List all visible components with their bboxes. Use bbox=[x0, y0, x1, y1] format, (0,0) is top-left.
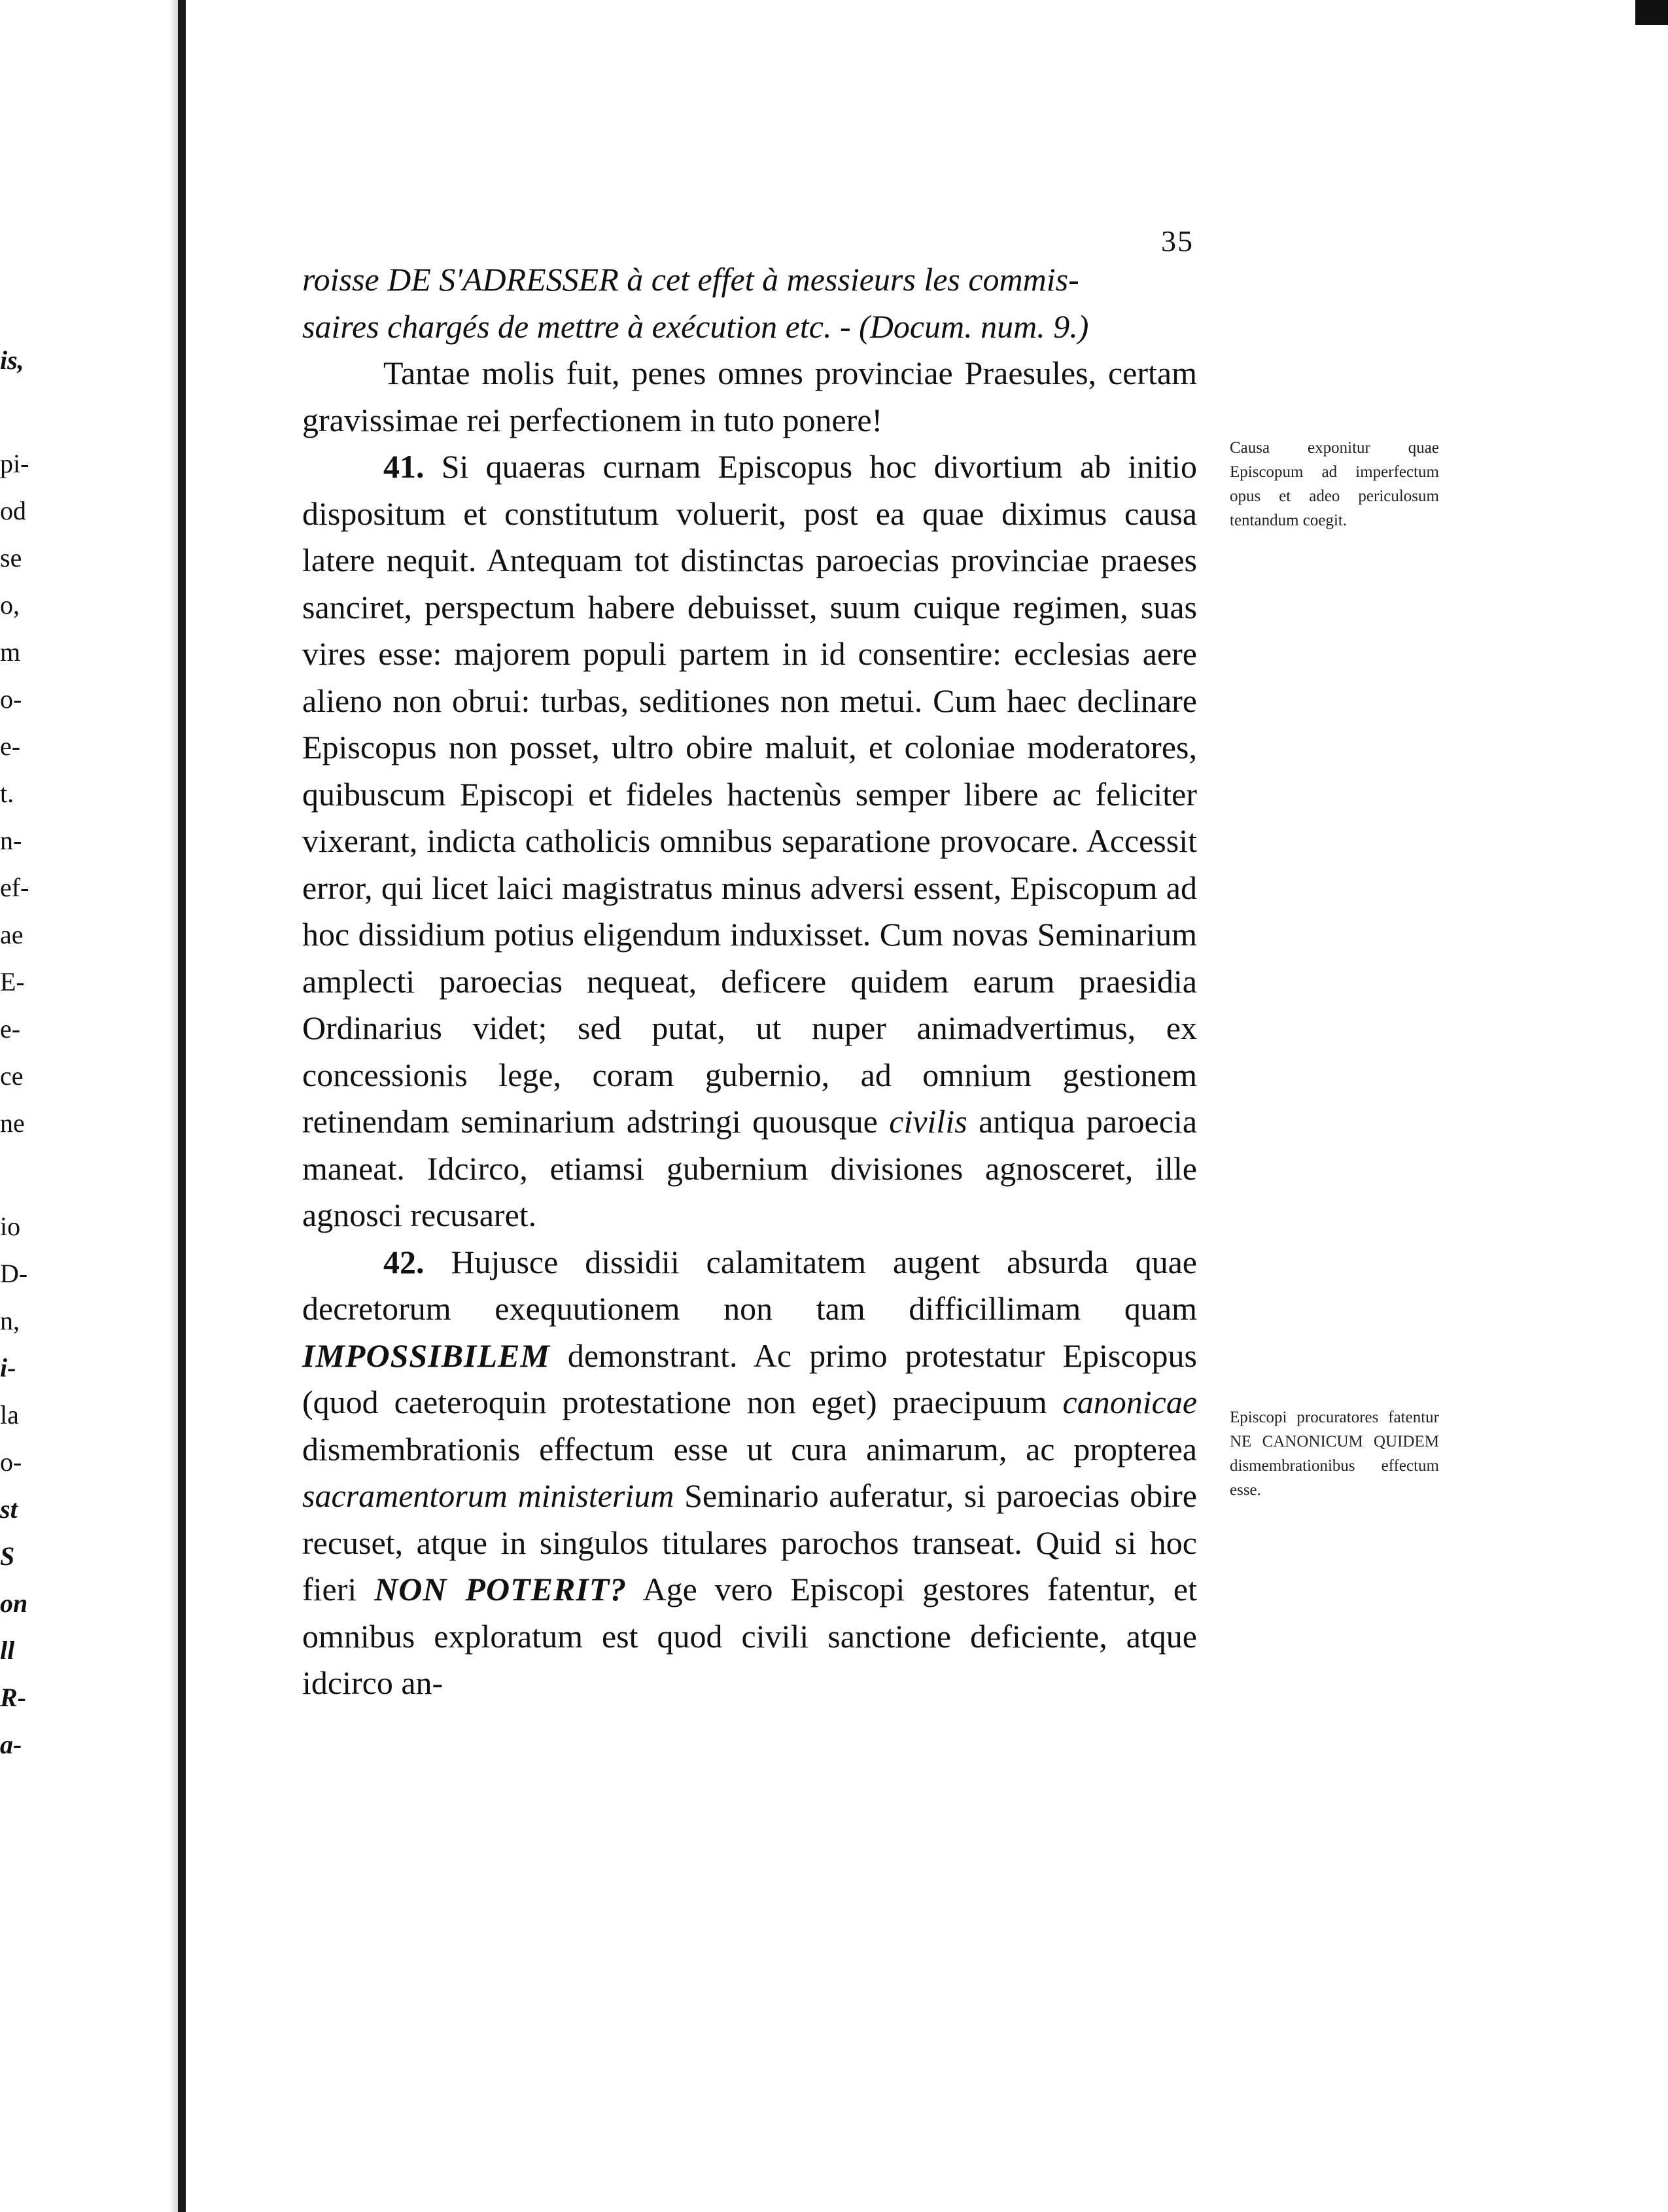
fragment: e- bbox=[0, 731, 21, 761]
fragment: R- bbox=[0, 1683, 26, 1712]
quote-line: roisse DE S'ADRESSER à cet effet à messieurs les commis- bbox=[302, 261, 1079, 298]
margin-note: Episcopi procuratores fatentur NE CANONICUM QUIDEM dismembrationibus effectum esse. bbox=[1230, 1409, 1439, 1499]
italic-phrase: sacramentorum ministerium bbox=[302, 1477, 674, 1514]
fragment: on bbox=[0, 1589, 28, 1618]
paragraph-text: Age vero Episcopi gestores fatentur, et omnibus exploratum est quod civili sanctione deficiente, atque idcirco an- bbox=[302, 1571, 1198, 1701]
paragraph-text: antiqua paroecia maneat. Idcirco, etiamsi gubernium divisiones agnosceret, ille agnosci recusaret. bbox=[302, 1103, 1198, 1233]
page-gutter bbox=[178, 0, 186, 2212]
paragraph-text: dismembrationis effectum esse ut cura animarum, ac propterea bbox=[302, 1430, 1197, 1467]
page-number: 35 bbox=[1161, 224, 1194, 258]
fragment: pi- bbox=[0, 449, 29, 478]
paragraph-text: Seminario auferatur, si paroecias obire recuset, atque in singulos titulares parochos transeat. Quid si hoc fieri bbox=[302, 1477, 1197, 1607]
italic-word: canonicae bbox=[1062, 1384, 1198, 1420]
paragraph-41 bbox=[302, 444, 1197, 1239]
fragment: m bbox=[0, 637, 21, 667]
quote-line: saires chargés de mettre à exécution etc. - (Docum. num. 9.) bbox=[302, 307, 1089, 345]
fragment: st bbox=[0, 1494, 18, 1524]
fragment: la bbox=[0, 1400, 19, 1430]
fragment: is, bbox=[0, 345, 24, 375]
fragment: e- bbox=[0, 1014, 21, 1044]
paragraph-number: 41. bbox=[383, 448, 425, 485]
fragment: ne bbox=[0, 1108, 25, 1138]
fragment: i- bbox=[0, 1353, 16, 1382]
fragment: ce bbox=[0, 1061, 24, 1091]
fragment: n, bbox=[0, 1306, 20, 1335]
fragment: S bbox=[0, 1541, 15, 1571]
page-gutter-shadow bbox=[169, 0, 178, 2212]
fragment: n- bbox=[0, 826, 22, 855]
paragraph: Tantae molis fuit, penes omnes provinciae Praesules, certam gravissimae rei perfectionem in tuto ponere! bbox=[302, 355, 1197, 438]
italic-word: civilis bbox=[889, 1103, 967, 1140]
paragraph-text: Si quaeras curnam Episcopus hoc divortium ab initio dispositum et constitutum voluerit, post ea quae diximus causa latere nequit. Antequam tot distinctas paroecias provinciae praeses sanciret, perspectum habere debuisset, suum cuique regimen, suas vires esse: majorem populi partem in id consentire: ecclesias aere alieno non obrui: turbas, seditiones non metui. Cum haec declinare Episcopus non posset, ultro obire maluit, et coloniae moderatores, quibuscum Episcopi et fideles hactenùs semper libere ac feliciter vixerant, indicta catholicis omnibus separatione provocare. Accessit error, qui licet laici magistratus minus adversi essent, Episcopum ad hoc dissidium potius eligendum induxisset. Cum novas Seminarium amplecti paroecias nequeat, deficere quidem earum praesidia Ordinarius videt; sed putat, ut nuper animadvertimus, ex concessionis lege, coram gubernio, ad omnium gestionem retinendam seminarium adstringi quousque bbox=[302, 448, 1197, 1140]
fragment: ll bbox=[0, 1636, 15, 1665]
fragment: t. bbox=[0, 779, 14, 808]
scan-corner-mark bbox=[1635, 0, 1668, 25]
fragment: se bbox=[0, 543, 22, 572]
main-text bbox=[302, 256, 1197, 1707]
fragment: o, bbox=[0, 590, 20, 620]
facing-page-fragments bbox=[0, 337, 39, 1768]
french-quote bbox=[302, 256, 1197, 350]
fragment: ae bbox=[0, 920, 24, 949]
emphasis-caps: NON POTERIT? bbox=[374, 1571, 627, 1607]
paragraph-text: demonstrant. Ac primo protestatur Episcopus (quod caeteroquin protestatione non eget) praecipuum bbox=[302, 1337, 1197, 1420]
fragment: D- bbox=[0, 1259, 28, 1288]
fragment: o- bbox=[0, 1447, 22, 1477]
fragment: a- bbox=[0, 1730, 22, 1759]
paragraph-42 bbox=[302, 1239, 1197, 1707]
fragment: ef- bbox=[0, 873, 29, 902]
paragraph-text: Hujusce dissidii calamitatem augent absurda quae decretorum exequutionem non tam difficillimam quam bbox=[302, 1243, 1197, 1327]
fragment: o- bbox=[0, 684, 22, 714]
fragment: io bbox=[0, 1212, 21, 1241]
paragraph-number: 42. bbox=[383, 1243, 425, 1280]
margin-note: Causa exponitur quae Episcopum ad imperfectum opus et adeo periculosum tentandum coegit. bbox=[1230, 439, 1439, 529]
fragment: E- bbox=[0, 967, 25, 996]
emphasis-caps: IMPOSSIBILEM bbox=[302, 1337, 550, 1374]
fragment: od bbox=[0, 496, 26, 525]
